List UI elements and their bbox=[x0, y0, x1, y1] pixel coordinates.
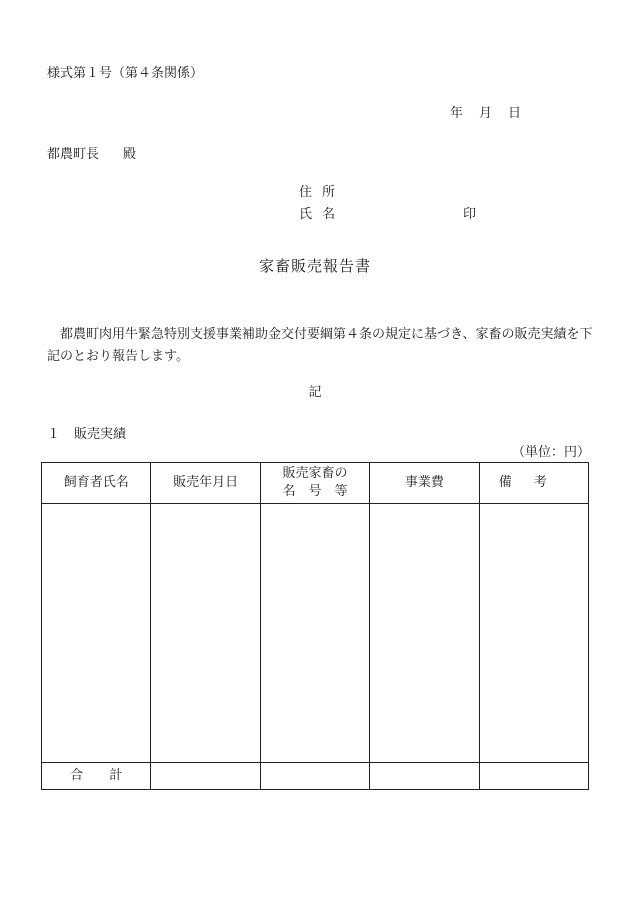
document-title: 家畜販売報告書 bbox=[258, 257, 371, 275]
cell-sale-date[interactable] bbox=[151, 504, 260, 763]
total-label bbox=[42, 763, 151, 790]
addressee-name: 都農町長 bbox=[47, 147, 100, 162]
total-remarks[interactable] bbox=[479, 763, 588, 790]
addressee-suffix: 殿 bbox=[123, 147, 137, 162]
body-paragraph: 都農町肉用牛緊急特別支援事業補助金交付要綱第４条の規定に基づき、家畜の販売実績を下記のとおり報告します。 bbox=[47, 327, 593, 364]
date-line bbox=[450, 107, 537, 120]
header-livestock bbox=[260, 463, 369, 504]
header-cost: 事業費 bbox=[370, 463, 479, 504]
total-cost[interactable] bbox=[370, 763, 479, 790]
address-label: 住所 bbox=[299, 185, 346, 200]
cell-remarks[interactable] bbox=[479, 504, 588, 763]
cell-livestock[interactable] bbox=[260, 504, 369, 763]
form-number: 様式第１号（第４条関係） bbox=[47, 66, 204, 81]
section-label: 販売実績 bbox=[74, 427, 127, 442]
total-label-b: 計 bbox=[109, 768, 123, 783]
total-row bbox=[42, 763, 589, 790]
name-label: 氏名 bbox=[299, 207, 346, 222]
unit-label: （単位：円） bbox=[512, 445, 591, 460]
cell-cost[interactable] bbox=[370, 504, 479, 763]
header-remarks: 備考 bbox=[479, 463, 588, 504]
table-row bbox=[42, 504, 589, 763]
section-number: １ bbox=[47, 427, 61, 442]
addressee bbox=[47, 148, 136, 161]
seal-mark: 印 bbox=[463, 207, 477, 222]
sales-table bbox=[41, 462, 589, 790]
header-livestock-line2: 名 号 等 bbox=[282, 484, 348, 499]
header-sale-date: 販売年月日 bbox=[151, 463, 260, 504]
total-sale-date[interactable] bbox=[151, 763, 260, 790]
date-day: 日 bbox=[508, 106, 522, 121]
header-owner: 飼育者氏名 bbox=[42, 463, 151, 504]
section-heading bbox=[47, 428, 126, 441]
ki-heading: 記 bbox=[308, 385, 322, 400]
total-label-a: 合 bbox=[70, 768, 84, 783]
cell-owner[interactable] bbox=[42, 504, 151, 763]
date-month: 月 bbox=[479, 106, 493, 121]
date-year: 年 bbox=[450, 106, 464, 121]
table-header-row bbox=[42, 463, 589, 504]
header-livestock-line1: 販売家畜の bbox=[282, 466, 348, 481]
total-livestock[interactable] bbox=[260, 763, 369, 790]
